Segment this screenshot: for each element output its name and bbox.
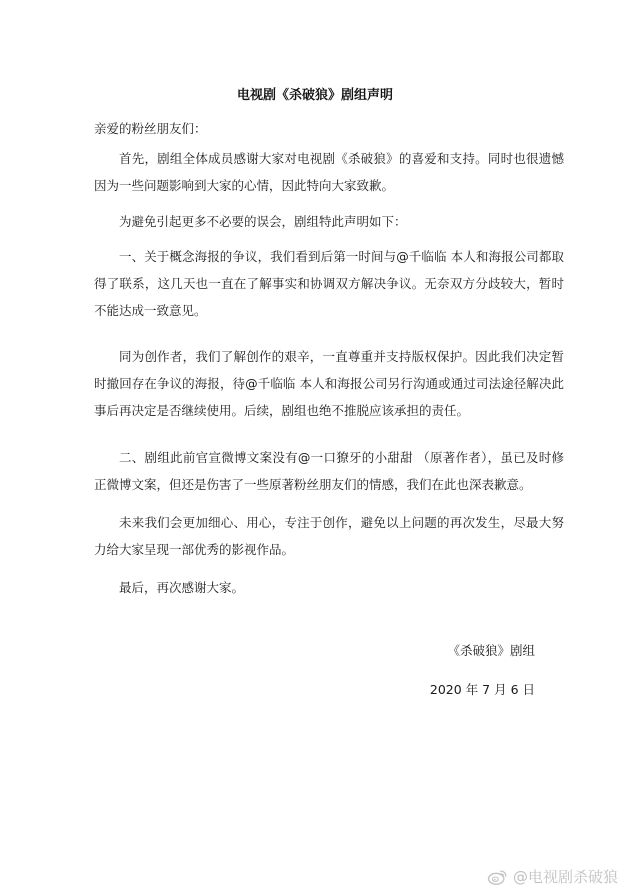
document-title: 电视剧《杀破狼》剧组声明 — [236, 88, 393, 103]
statement-date: 2020 年 7 月 6 日 — [429, 682, 535, 697]
paragraph-intro: 为避免引起更多不必要的误会，剧组特此声明如下： — [119, 214, 407, 229]
paragraph-closing: 最后，再次感谢大家。 — [119, 580, 245, 595]
weibo-watermark — [487, 866, 618, 887]
signature: 《杀破狼》剧组 — [447, 643, 535, 658]
salutation: 亲爱的粉丝朋友们： — [94, 121, 207, 136]
watermark-text: @电视剧杀破狼 — [512, 868, 618, 886]
paragraph-author-credit: 二、剧组此前官宣微博文案没有@一口獠牙的小甜甜 （原著作者），虽已及时修正微博文案，但还是伤害了一些原著粉丝朋友们的情感，我们在此也深表歉意。 — [94, 450, 564, 492]
paragraph-poster-withdrawal: 同为创作者，我们了解创作的艰辛，一直尊重并支持版权保护。因此我们决定暂时撤回存在争议的海报，待@千临临 本人和海报公司另行沟通或通过司法途径解决此事后再决定是否继续使用。后续，剧组也绝不推脱应该承担的责任。 — [94, 349, 564, 418]
paragraph-poster-dispute: 一、关于概念海报的争议，我们看到后第一时间与@千临临 本人和海报公司都取得了联系，这几天也一直在了解事实和协调双方解决争议。无奈双方分歧较大，暂时不能达成一致意见。 — [94, 249, 564, 318]
weibo-icon — [487, 868, 509, 886]
paragraph-future: 未来我们会更加细心、用心，专注于创作，避免以上问题的再次发生，尽最大努力给大家呈现一部优秀的影视作品。 — [94, 515, 564, 557]
paragraph-thanks: 首先，剧组全体成员感谢大家对电视剧《杀破狼》的喜爱和支持。同时也很遗憾因为一些问题影响到大家的心情，因此特向大家致歉。 — [94, 151, 564, 193]
